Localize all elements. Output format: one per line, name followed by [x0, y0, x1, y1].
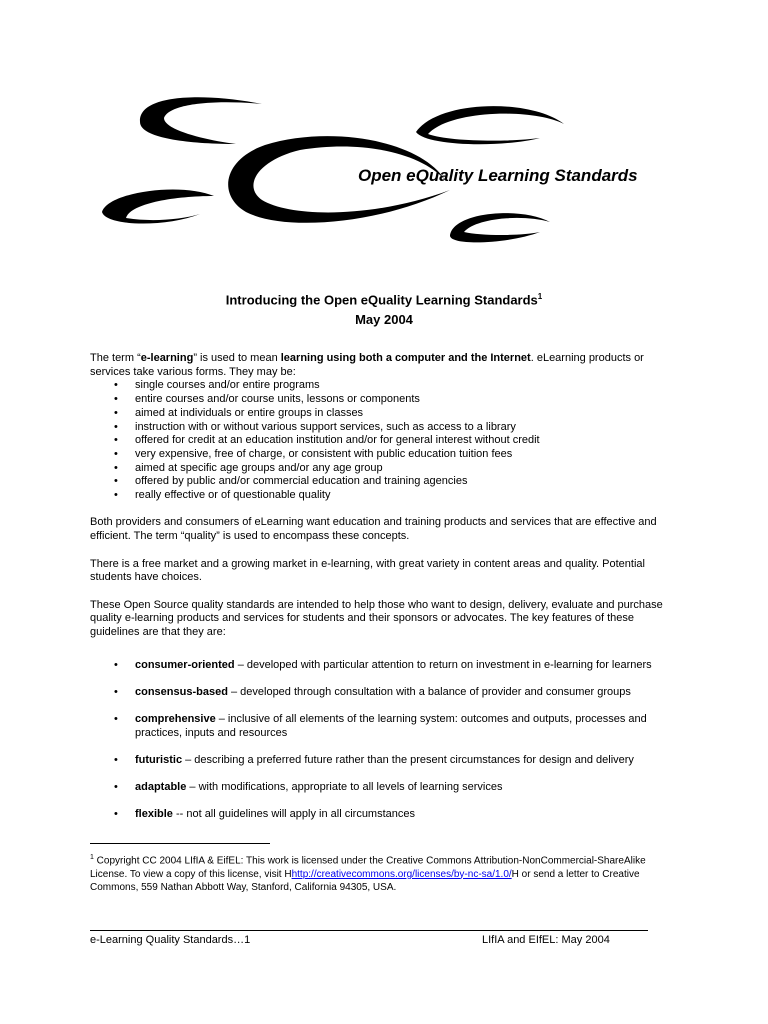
feature-item [90, 781, 680, 795]
footer-left: e-Learning Quality Standards…1 [90, 934, 251, 946]
feature-term: adaptable [135, 781, 187, 794]
feature-item [90, 659, 680, 673]
feature-item [90, 808, 680, 822]
feature-desc: – with modifications, appropriate to all levels of learning services [186, 781, 503, 794]
intro-text-3: . eLearning products or services take various forms. They may be: [90, 352, 644, 378]
purpose-paragraph: These Open Source quality standards are intended to help those who want to design, delivery, evaluate and purchase quality e-learning products and services for students and their sponsors or advocates. The key features of these guidelines are that they are: [90, 598, 663, 639]
feature-term: consensus-based [135, 685, 228, 698]
feature-desc: – inclusive of all elements of the learning system: outcomes and outputs, processes and practices, inputs and resources [135, 713, 647, 739]
quality-paragraph: Both providers and consumers of eLearning want education and training products and services that are effective and efficient. The term “quality” is used to encompass these concepts. [90, 516, 657, 543]
feature-term: comprehensive [135, 713, 216, 726]
list-item: • entire courses and/or course units, lessons or components [90, 393, 680, 407]
feature-desc: – developed with particular attention to return on investment in e-learning for learners [234, 658, 652, 671]
footnote [90, 851, 680, 894]
footer-divider [90, 930, 648, 931]
feature-term: flexible [135, 808, 173, 821]
swoosh-top-right [416, 106, 564, 144]
footnote-marker: 1 [90, 854, 94, 861]
swoosh-top-left [140, 97, 262, 144]
list-item: • aimed at specific age groups and/or any age group [90, 462, 680, 476]
logo-title: Open eQuality Learning Standards [358, 166, 638, 185]
footnote-text-2: H or send a letter to Creative Commons, 559 Nathan Abbott Way, Stanford, California 94305, USA. [90, 868, 640, 893]
feature-term: consumer-oriented [135, 658, 235, 671]
document-title [0, 292, 768, 307]
feature-desc: – describing a preferred future rather than the present circumstances for design and delivery [182, 754, 634, 767]
intro-text-2: ” is used to mean [193, 352, 281, 364]
feature-desc: -- not all guidelines will apply in all circumstances [172, 808, 416, 821]
document-title-text: Introducing the Open eQuality Learning Standards [225, 292, 538, 308]
document-date: May 2004 [355, 312, 413, 327]
document-body [90, 352, 680, 836]
forms-list [90, 379, 680, 502]
feature-item [90, 686, 680, 700]
intro-definition: learning using both a computer and the Internet [280, 352, 531, 364]
list-item: • very expensive, free of charge, or consistent with public education tuition fees [90, 448, 680, 462]
list-item: • instruction with or without various support services, such as access to a library [90, 421, 680, 435]
swoosh-bottom-right [450, 213, 550, 242]
logo-swooshes [0, 0, 768, 260]
features-list [90, 659, 680, 822]
footnote-reference[interactable]: 1 [537, 292, 543, 301]
feature-desc: – developed through consultation with a balance of provider and consumer groups [227, 685, 631, 698]
list-item: • really effective or of questionable quality [90, 489, 680, 503]
footnote-text-1: Copyright CC 2004 LIfIA & EifEL: This work is licensed under the Creative Commons Attribution-NonCommercial-ShareAlike License. To view a copy of this license, visit H [90, 855, 646, 880]
intro-term: e-learning [140, 352, 194, 364]
list-item: • single courses and/or entire programs [90, 379, 680, 393]
footnote-divider [90, 843, 270, 844]
footer-right: LIfIA and EIfEL: May 2004 [482, 934, 610, 946]
list-item: • offered for credit at an education institution and/or for general interest without credit [90, 434, 680, 448]
license-link[interactable]: http://creativecommons.org/licenses/by-nc-sa/1.0/ [291, 868, 512, 880]
feature-item [90, 713, 680, 740]
feature-item [90, 754, 680, 768]
list-item: • offered by public and/or commercial education and training agencies [90, 475, 680, 489]
intro-text-1: The term “ [90, 352, 141, 364]
list-item: • aimed at individuals or entire groups in classes [90, 407, 680, 421]
market-paragraph: There is a free market and a growing market in e-learning, with great variety in content areas and quality. Potential students have choices. [90, 557, 645, 584]
intro-paragraph [90, 352, 680, 379]
swoosh-bottom-left [102, 189, 214, 223]
feature-term: futuristic [135, 754, 183, 767]
